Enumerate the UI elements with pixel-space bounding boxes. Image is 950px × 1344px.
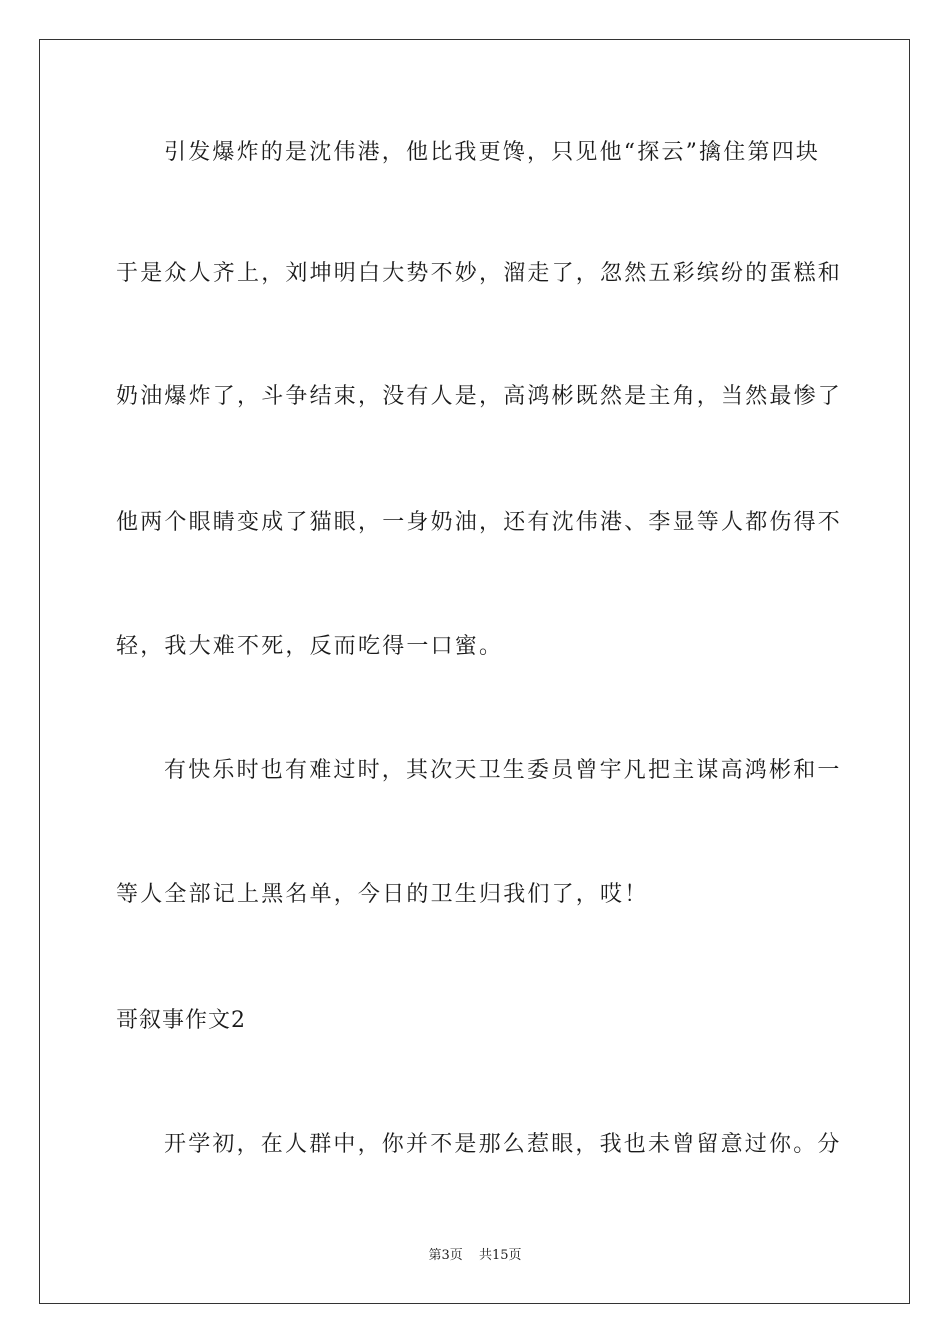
- section-heading: 哥叙事作文2: [116, 1008, 246, 1033]
- page-footer: [0, 1247, 950, 1265]
- paragraph-line: 开学初，在人群中，你并不是那么惹眼，我也未曾留意过你。分: [164, 1132, 842, 1157]
- page-number: 第3页: [428, 1248, 463, 1263]
- paragraph-line: 有快乐时也有难过时，其次天卫生委员曾宇凡把主谋高鸿彬和一: [164, 758, 842, 783]
- total-pages: 共15页: [478, 1248, 522, 1263]
- paragraph-line: 等人全部记上黑名单，今日的卫生归我们了，哎！: [116, 882, 649, 907]
- page-border: [39, 39, 910, 1304]
- paragraph-line: 于是众人齐上，刘坤明白大势不妙，溜走了，忽然五彩缤纷的蛋糕和: [116, 261, 843, 286]
- paragraph-line: 引发爆炸的是沈伟港，他比我更馋，只见他“探云”擒住第四块: [164, 140, 821, 165]
- paragraph-line: 他两个眼睛变成了猫眼，一身奶油，还有沈伟港、李显等人都伤得不: [116, 510, 843, 535]
- paragraph-line: 奶油爆炸了，斗争结束，没有人是，高鸿彬既然是主角，当然最惨了: [116, 384, 843, 409]
- paragraph-line: 轻，我大难不死，反而吃得一口蜜。: [116, 634, 504, 659]
